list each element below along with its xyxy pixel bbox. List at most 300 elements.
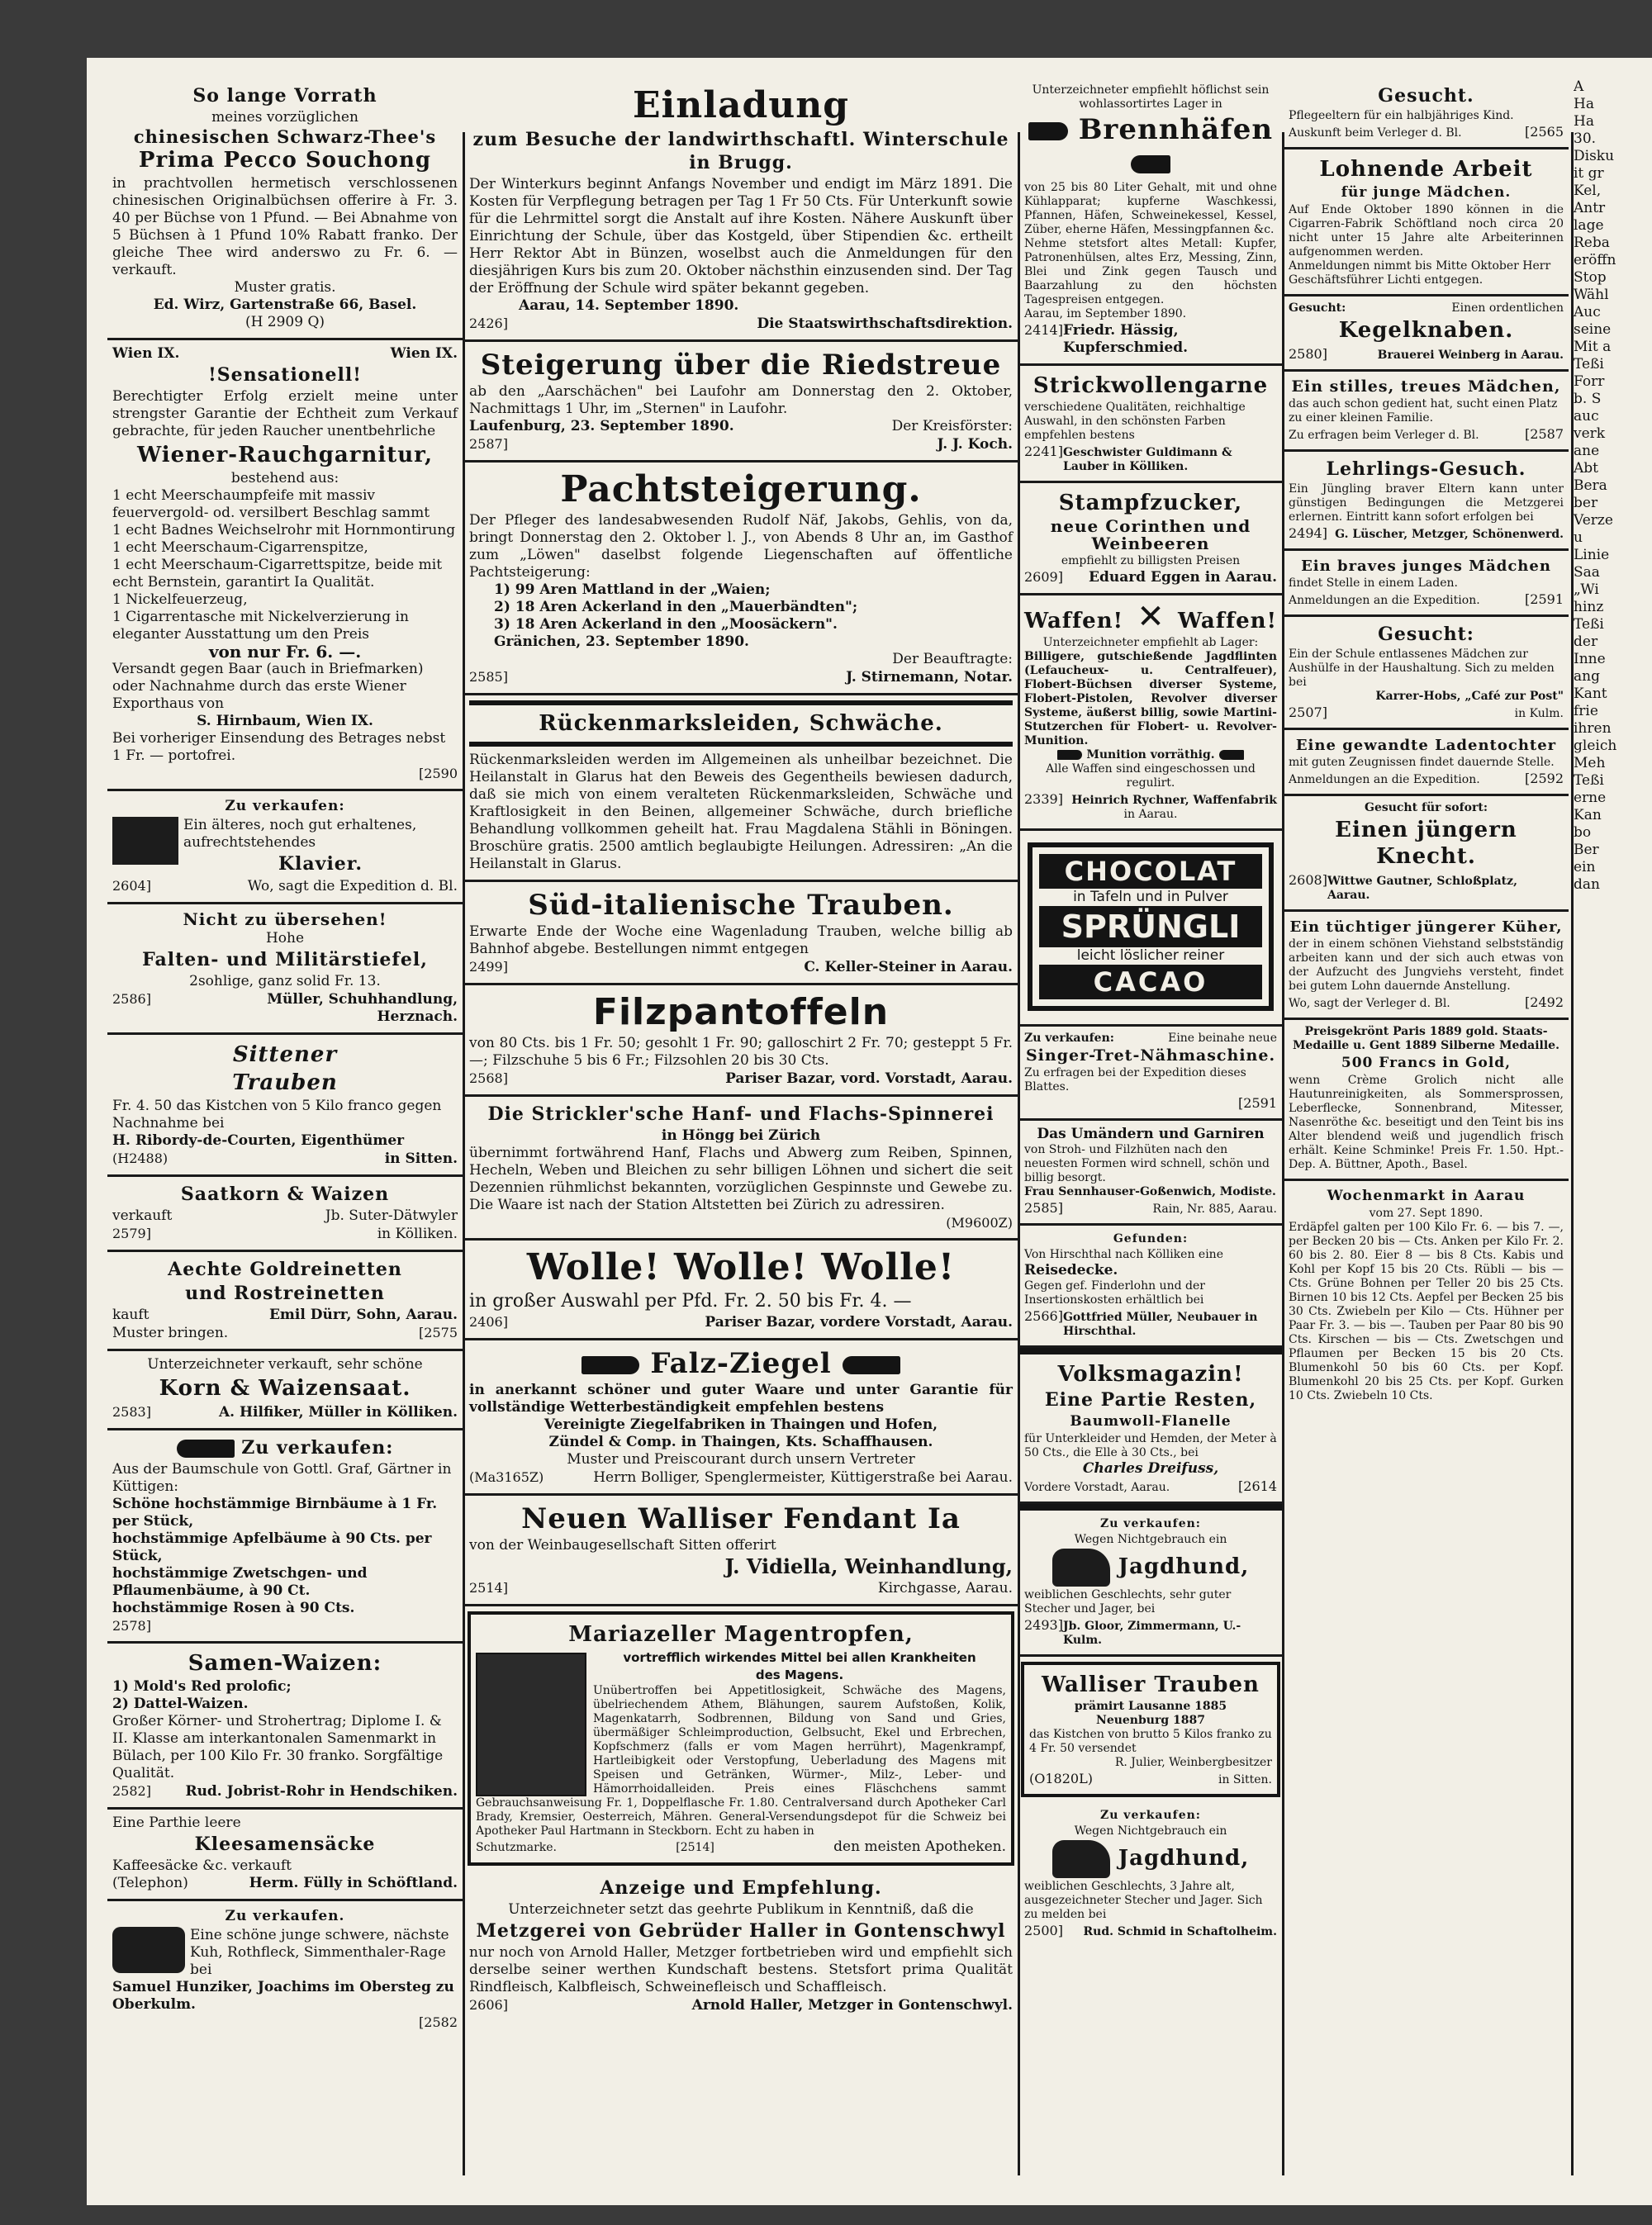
ad-maedchen-body: das auch schon gedient hat, sucht einen Platz zu einer kleinen Familie. <box>1289 397 1558 425</box>
ad-metzgerei-title: Anzeige und Empfehlung. <box>600 1877 882 1899</box>
ad-riedstreue-sign1: Der Kreisförster: <box>891 418 1013 434</box>
ad-arbeit-title: Lohnende Arbeit <box>1319 157 1533 182</box>
ad-pacht-sign2: J. Stirnemann, Notar. <box>846 669 1013 686</box>
cutoff-text-line: frie <box>1574 703 1598 719</box>
ad-kegelknaben <box>1284 297 1569 372</box>
ad-arbeit-body: Auf Ende Oktober 1890 können in die Cigarren-Fabrik Schöftland noch circa 20 nicht unter 15 Jahre alte Arbeiterinnen aufgenommen werden. <box>1289 203 1564 259</box>
ad-wien <box>107 340 463 791</box>
ad-samen-title: Samen-Waizen: <box>188 1651 382 1676</box>
ad-samen-firm: Rud. Jobrist-Rohr in Hendschiken. <box>185 1783 458 1800</box>
cutoff-text-line: Abt <box>1574 460 1598 477</box>
ad-pacht-item: 1) 99 Aren Mattland in der „Waien; <box>494 581 771 598</box>
ad-pacht-num: 2585] <box>469 669 508 685</box>
trademark-image <box>476 1653 586 1796</box>
cutoff-text-line: u <box>1574 529 1583 546</box>
ad-pacht-title: Pachtsteigerung. <box>560 468 922 510</box>
ad-tea-line1: So lange Vorrath <box>192 85 377 107</box>
ad-wien-item: 1 Nickelfeuerzeug, <box>112 591 248 608</box>
ad-falz-agent: Herrn Bolliger, Spenglermeister, Küttigerstraße bei Aarau. <box>593 1469 1013 1486</box>
ad-tea-title: Prima Pecco Souchong <box>138 148 432 173</box>
ad-lehrling-num: 2494] <box>1289 525 1327 541</box>
ad-brenn-line1: Unterzeichneter empfiehlt höflichst sein wohlassortirtes Lager in <box>1032 83 1270 111</box>
cutoff-text-line: Inne <box>1574 651 1606 667</box>
ad-ladentochter <box>1284 730 1569 796</box>
ad-gefunden-head: Gefunden: <box>1113 1232 1189 1245</box>
ad-waffen-body1: Unterzeichneter empfiehlt ab Lager: <box>1042 636 1259 649</box>
ad-wien-price: von nur Fr. 6. —. <box>208 642 362 662</box>
ad-wolle-num: 2406] <box>469 1314 508 1330</box>
ad-samen-body: Großer Körner- und Strohertrag; Diplome I. & II. Klasse am interkantonalen Samenmarkt in Bülach, per 100 Kilo Fr. 30 franko. Sorgfältige Qualität. <box>112 1713 444 1781</box>
ad-creme-l2: 500 Francs in Gold, <box>1341 1055 1512 1071</box>
cutoff-text-line: Teßi <box>1574 356 1604 372</box>
ad-saatkorn-place: in Kölliken. <box>377 1226 458 1242</box>
cutoff-text-line: seine <box>1574 321 1612 338</box>
column-2 <box>464 78 1018 2175</box>
ad-hut-addr: Rain, Nr. 885, Aarau. <box>1152 1203 1277 1216</box>
ad-choco-l1: CHOCOLAT <box>1039 854 1262 889</box>
ad-kegel-body: Einen ordentlichen <box>1451 301 1564 315</box>
ad-wien-title: Wiener-Rauchgarnitur, <box>136 443 434 467</box>
cutoff-text-line: Antr <box>1574 200 1606 216</box>
ad-tea <box>107 78 463 340</box>
ad-kegel-firm: Brauerei Weinberg in Aarau. <box>1377 349 1564 362</box>
ad-stiefel <box>107 904 463 1035</box>
ad-gesucht1-body2: Auskunft beim Verleger d. Bl. <box>1289 126 1462 140</box>
ad-choco-l5: CACAO <box>1039 965 1262 999</box>
ad-einladung-body: Der Winterkurs beginnt Anfangs November und endigt im März 1891. Die Kosten für Verpflegung betragen per Tag 1 Fr 50 Cts. Für Unterkunft sowie für die Lehrmittel sorgt die Anstalt auf ihre Kosten. Nähere Auskunft über Einrichtung der Schule, über das Kostgeld, über Stipendien &c. ertheilt Herr Rektor Abt in Bünzen, woselbst auch die Anmeldungen für den diesjährigen Kurs bis zum 20. Oktober nächsthin einzusenden sind. Der Tag der Eröffnung der Schule wird später bekannt gegeben. <box>469 176 1013 297</box>
pointing-hand-icon <box>177 1440 235 1458</box>
ad-laden-title: Eine gewandte Ladentochter <box>1295 737 1557 754</box>
ad-goldreinetten <box>107 1252 463 1351</box>
ad-sittener <box>107 1035 463 1177</box>
ad-volks-body: für Unterkleider und Hemden, der Meter à 50 Cts., die Elle à 30 Cts., bei <box>1024 1432 1277 1459</box>
ad-volks-sub2: Baumwoll-Flanelle <box>1070 1413 1232 1430</box>
cutoff-text-line: dan <box>1574 876 1600 893</box>
ad-gesucht1-body: Pflegeeltern für ein halbjähriges Kind. <box>1289 109 1514 122</box>
ad-baeume-item: Schöne hochstämmige Birnbäume à 1 Fr. per Stück, <box>112 1496 438 1530</box>
cutoff-text-line: gleich <box>1574 738 1617 754</box>
ad-wolle <box>464 1241 1018 1340</box>
cutoff-text-line: Teßi <box>1574 616 1604 633</box>
cutoff-text-line: Kant <box>1574 686 1607 702</box>
ad-brenn-date: Aarau, im September 1890. <box>1024 307 1187 320</box>
ad-magen-end: den meisten Apotheken. <box>833 1838 1006 1855</box>
ad-naehmaschine <box>1019 1027 1282 1121</box>
ad-volksmagazin <box>1019 1348 1282 1504</box>
ad-wolle-title: Wolle! Wolle! Wolle! <box>526 1246 956 1288</box>
ad-waffen <box>1019 595 1282 831</box>
cutoff-text-line: Auc <box>1574 304 1601 320</box>
ad-naeh-body: Eine beinahe neue <box>1168 1032 1277 1045</box>
ad-walliser-p1: prämirt Lausanne 1885 <box>1074 1700 1227 1713</box>
ad-tea-body: in prachtvollen hermetisch verschlossenen chinesischen Originalbüchsen offerire à Fr. 3. 40 per Büchse von 1 Pfund. — Bei Abnahme von 5 Büchsen à 1 Pfund 10% Rabatt franko. Der gleiche Thee wird anderswo zu Fr. 6. — verkauft. <box>112 175 458 278</box>
ad-wien-num: [2590 <box>419 766 458 781</box>
ad-wien-item: 1 echt Meerschaum-Cigarrettspitze, beide mit echt Bernstein, garantirt Ia Qualität. <box>112 557 443 591</box>
ad-walliser-body: das Kistchen von brutto 5 Kilos franko zu 4 Fr. 50 versendet <box>1029 1728 1272 1755</box>
ad-hund1-title: Jagdhund, <box>1118 1554 1250 1579</box>
ad-maedchen-body2: Zu erfragen beim Verleger d. Bl. <box>1289 429 1479 442</box>
ad-gesucht2-body: Ein der Schule entlassenes Mädchen zur Aushülfe in der Haushaltung. Sich zu melden bei <box>1289 648 1555 689</box>
ad-klavier-body: Ein älteres, noch gut erhaltenes, aufrechtstehendes <box>183 817 417 851</box>
ad-lehrling-title: Lehrlings-Gesuch. <box>1326 458 1526 480</box>
ad-wien-item: 1 echt Badnes Weichselrohr mit Hornmontirung <box>112 522 456 538</box>
cutoff-text-line: Mit a <box>1574 339 1612 355</box>
ad-zucker-num: 2609] <box>1024 569 1063 585</box>
ad-fendant <box>464 1496 1018 1606</box>
ad-gesucht2-place: in Kulm. <box>1514 707 1564 720</box>
ad-stiefel-place: Herznach. <box>377 1008 458 1025</box>
ad-spinnerei-code: (M9600Z) <box>946 1215 1013 1231</box>
ad-kueher-body: der in einem schönen Viehstand selbstständig arbeiten kann und der sich auch etwas von der Aufzucht des Jungviehs versteht, findet bei gutem Lohn dauernde Anstellung. <box>1289 937 1564 993</box>
ad-naeh-title: Singer-Tret-Nähmaschine. <box>1025 1046 1276 1065</box>
cutoff-text-line: Forr <box>1574 373 1605 390</box>
cutoff-text-line: erne <box>1574 790 1607 806</box>
column-1 <box>107 78 463 2175</box>
ad-hund1-head: Zu verkaufen: <box>1100 1517 1201 1530</box>
ad-tea-muster: Muster gratis. <box>234 279 336 296</box>
ad-klavier-num: 2604] <box>112 878 151 894</box>
ad-wien-body2: Versandt gegen Baar (auch in Briefmarken) oder Nachnahme durch das erste Wiener Exporthaus von <box>112 661 424 712</box>
ad-lehrling-body: Ein Jüngling braver Eltern kann unter günstigen Bedingungen die Metzgerei erlernen. Eintritt kann sofort erfolgen bei <box>1289 482 1564 524</box>
ad-chocolat <box>1019 831 1282 1027</box>
ad-volks-addr: Vordere Vorstadt, Aarau. <box>1024 1481 1170 1494</box>
ad-stiefel-title: Falten- und Militärstiefel, <box>142 949 428 970</box>
ad-sittener-code: (H2488) <box>112 1150 169 1166</box>
ad-trauben-firm: C. Keller-Steiner in Aarau. <box>804 959 1013 975</box>
ad-zucker-title: Stampfzucker, <box>1058 491 1243 515</box>
pointing-hand-icon <box>1028 122 1068 140</box>
ad-hut-firm: Frau Sennhauser-Goßenwich, Modiste. <box>1024 1185 1276 1198</box>
ad-stiefel-head: Nicht zu übersehen! <box>183 909 387 929</box>
ad-markt-date: vom 27. Sept 1890. <box>1369 1207 1483 1220</box>
ad-falz-body: in anerkannt schöner und guter Waare und unter Garantie für vollständige Wetterbeständigkeit empfehlen bestens <box>469 1382 1013 1416</box>
column-4 <box>1284 78 1569 2175</box>
ad-pacht-item: 2) 18 Aren Ackerland in den „Mauerbändten"; <box>494 599 858 615</box>
ad-walliser-firm: R. Julier, Weinbergbesitzer <box>1114 1756 1272 1769</box>
ad-gesucht-kind <box>1284 78 1569 149</box>
ad-choco-l2: in Tafeln und in Pulver <box>1073 889 1228 905</box>
pointing-hand-icon <box>1219 750 1244 760</box>
ad-arbeit-body2: Anmeldungen nimmt bis Mitte Oktober Herr Geschäftsführer Lichti entgegen. <box>1289 259 1551 287</box>
ad-volks-firm: Charles Dreifuss, <box>1082 1460 1219 1477</box>
ad-hund1-body2: weiblichen Geschlechts, sehr guter Stecher und Jager, bei <box>1024 1588 1232 1615</box>
cow-icon <box>112 1927 185 1973</box>
ad-hut-body: von Stroh- und Filzhüten nach den neuesten Formen wird schnell, schön und billig besorgt. <box>1024 1143 1270 1184</box>
pointing-hand-icon <box>582 1356 639 1374</box>
ad-hund2-body2: weiblichen Geschlechts, 3 Jahre alt, ausgezeichneter Stecher und Jager. Sich zu melden bei <box>1024 1880 1263 1921</box>
ad-saatkorn-firm: Jb. Suter-Dätwyler <box>325 1207 458 1224</box>
ad-metzgerei-sign: Arnold Haller, Metzger in Gontenschwyl. <box>691 1997 1013 2014</box>
ad-brenn-num: 2414] <box>1024 322 1063 338</box>
cutoff-text-line: ihren <box>1574 720 1612 737</box>
ad-strick-title: Strickwollengarne <box>1032 373 1269 398</box>
ad-korn-firm: A. Hilfiker, Müller in Kölliken. <box>218 1404 458 1421</box>
ad-spinnerei-place: in Höngg bei Zürich <box>661 1127 821 1144</box>
ad-gefunden-firm: Gottfried Müller, Neubauer in Hirschthal. <box>1062 1311 1258 1338</box>
ad-kegel-title: Kegelknaben. <box>1338 318 1514 343</box>
cutoff-text-line: Disku <box>1574 148 1615 164</box>
ad-laden-body2: Anmeldungen an die Expedition. <box>1289 773 1480 786</box>
ad-brenn-firm: Friedr. Hässig, Kupferschmied. <box>1062 322 1189 356</box>
ad-trauben-body: Erwarte Ende der Woche eine Wagenladung Trauben, welche billig ab Bahnhof abgebe. Bestellungen nimmt entgegen <box>469 923 1013 957</box>
ad-hund1-body: Wegen Nichtgebrauch ein <box>1074 1533 1227 1546</box>
ad-kuh-head: Zu verkaufen. <box>225 1908 345 1924</box>
piano-icon <box>112 817 178 865</box>
ad-zucker-sub: neue Corinthen und Weinbeeren <box>1050 516 1251 553</box>
ad-korn-num: 2583] <box>112 1404 151 1420</box>
dog-icon <box>1052 1549 1110 1587</box>
ad-gesucht2-head: Gesucht: <box>1378 624 1474 645</box>
ad-gefunden <box>1019 1226 1282 1348</box>
cutoff-text-line: Meh <box>1574 755 1606 771</box>
ad-lehrling-firm: G. Lüscher, Metzger, Schönenwerd. <box>1335 528 1564 541</box>
ad-hund2-title: Jagdhund, <box>1118 1846 1250 1871</box>
cutoff-text-line: b. S <box>1574 391 1602 407</box>
ad-trauben-num: 2499] <box>469 959 508 975</box>
ad-gefunden-title: Reisedecke. <box>1024 1262 1118 1279</box>
ad-waffen-body3: Alle Waffen sind eingeschossen und regulirt. <box>1046 762 1256 790</box>
ad-wolle-body: in großer Auswahl per Pfd. Fr. 2. 50 bis Fr. 4. — <box>469 1291 912 1312</box>
ad-tea-line3: chinesischen Schwarz-Thee's <box>133 126 437 147</box>
ad-walliser-p2: Neuenburg 1887 <box>1096 1714 1205 1727</box>
ad-einladung-date: Aarau, 14. September 1890. <box>519 297 739 314</box>
ad-fendant-num: 2514] <box>469 1580 508 1596</box>
cutoff-text-line: Verze <box>1574 512 1613 529</box>
ad-tea-sender: Ed. Wirz, Gartenstraße 66, Basel. <box>153 297 417 313</box>
ad-goldrein-t1: Aechte Goldreinetten <box>168 1259 402 1280</box>
ad-baeume-item: hochstämmige Rosen à 90 Cts. <box>112 1600 355 1616</box>
ad-hund1-firm: Jb. Gloor, Zimmermann, U.-Kulm. <box>1062 1620 1241 1647</box>
ad-choco-l3: SPRÜNGLI <box>1039 906 1262 947</box>
ad-baeume-head: Zu verkaufen: <box>241 1437 394 1459</box>
ad-samen-num: 2582] <box>112 1783 151 1799</box>
ad-walliser-place: in Sitten. <box>1218 1773 1272 1786</box>
ad-korn-title: Korn & Waizensaat. <box>159 1376 411 1401</box>
ad-volks-sub: Eine Partie Resten, <box>1044 1389 1257 1411</box>
ad-magen-sub2: des Magens. <box>755 1668 844 1682</box>
ad-fendant-title: Neuen Walliser Fendant Ia <box>521 1502 961 1535</box>
ad-markt-body: Erdäpfel galten per 100 Kilo Fr. 6. — bis 7. —, per Becken 20 bis — Cts. Anken per Kilo Fr. 2. 60 bis 2. 80. Eier 8 — bis 8 Cts. Kabis und Kohl per Kopf 15 bis 20 Cts. Rübli — bis — Cts. Grüne Bohnen per Teller 20 bis 25 Cts. Birnen 10 bis 12 Cts. Aepfel per Becken 25 bis 30 Cts. Zwiebeln per Kilo — Cts. Hühner per Paar Fr. 3. — bis —. Tauben per Paar 80 bis 90 Cts. Kirschen — bis — Cts. Zwetschgen und Pflaumen per Becken 15 bis 20 Cts. Blumenkohl 50 bis 60 Cts. per Kopf. Blumenkohl 20 bis 25 Cts. per Kopf. Gurken 10 Cts. Zwiebeln 10 Cts. <box>1289 1221 1564 1402</box>
ad-einladung <box>464 78 1018 342</box>
ad-magen-sub1: vortrefflich wirkendes Mittel bei allen Krankheiten <box>623 1650 976 1665</box>
ad-goldrein-t2: und Rostreinetten <box>185 1283 385 1304</box>
dog-icon <box>1052 1840 1110 1878</box>
ad-volks-num: [2614 <box>1238 1478 1277 1494</box>
ad-riedstreue-title: Steigerung über die Riedstreue <box>480 349 1002 382</box>
ad-einladung-sign: Die Staatswirthschaftsdirektion. <box>757 315 1013 332</box>
cutoff-text-line: Reba <box>1574 235 1610 251</box>
ad-wien-firm: S. Hirnbaum, Wien IX. <box>197 713 373 729</box>
ad-korn <box>107 1351 463 1430</box>
ad-braves-body2: Anmeldungen an die Expedition. <box>1289 594 1480 607</box>
ad-metzgerei <box>464 1871 1018 2021</box>
ad-gesucht1-num: [2565 <box>1525 124 1564 140</box>
cutoff-text-line: A <box>1574 78 1584 95</box>
ad-hund1-num: 2493] <box>1024 1617 1063 1633</box>
ad-lehrlings-gesuch <box>1284 452 1569 551</box>
ad-knecht <box>1284 796 1569 912</box>
ad-wien-left: Wien IX. <box>112 345 180 362</box>
crossed-rifles-icon: ✕ <box>1137 598 1165 636</box>
ad-falz-firm2: Zündel & Comp. in Thaingen, Kts. Schaffhausen. <box>548 1434 933 1450</box>
ad-brenn-body: von 25 bis 80 Liter Gehalt, mit und ohne Kühlapparat; kupferne Waschkessi, Pfannen, Häfen, Schweinekessel, Kessel, Züber, eherne Häfen, Messingpfannen &c. <box>1024 181 1277 236</box>
ad-jagdhund-2 <box>1019 1802 1282 1946</box>
ad-knecht-head: Gesucht für sofort: <box>1364 801 1488 814</box>
ad-einladung-title: Einladung <box>633 84 849 126</box>
ad-kueher <box>1284 912 1569 1020</box>
ad-saatkorn-verkauft: verkauft <box>112 1207 173 1224</box>
chocolat-box <box>1028 842 1274 1011</box>
ad-waffen-munition: Munition vorräthig. <box>1086 748 1215 761</box>
ad-braves-body: findet Stelle in einem Laden. <box>1289 576 1458 590</box>
ad-einladung-num: 2426] <box>469 315 508 331</box>
ad-filz-body: von 80 Cts. bis 1 Fr. 50; gesohlt 1 Fr. 90; galloschirt 2 Fr. 70; gesteppt 5 Fr.—; Filzschuhe 5 bis 6 Fr.; Filzsohlen 20 bis 30 Cts. <box>469 1035 1013 1069</box>
ad-braves-num: [2591 <box>1525 591 1564 607</box>
cutoff-text-line: der <box>1574 633 1598 650</box>
ad-pacht <box>464 463 1018 695</box>
ad-sittener-firm: H. Ribordy-de-Courten, Eigenthümer <box>112 1132 405 1149</box>
ad-ruecken-title: Rückenmarksleiden, Schwäche. <box>539 711 943 736</box>
ad-rueckenmark <box>464 695 1018 882</box>
cutoff-text-line: ane <box>1574 443 1600 459</box>
ad-volks-title: Volksmagazin! <box>1057 1362 1244 1387</box>
ad-naeh-head: Zu verkaufen: <box>1024 1032 1114 1045</box>
ad-stiefel-body: 2sohlige, ganz solid Fr. 13. <box>189 973 381 989</box>
ad-lohnende-arbeit <box>1284 149 1569 297</box>
ad-falzziegel <box>464 1340 1018 1496</box>
ad-gefunden-body: Von Hirschthal nach Kölliken eine <box>1024 1248 1223 1261</box>
ad-ruecken-body: Rückenmarksleiden werden im Allgemeinen als unheilbar bezeichnet. Die Heilanstalt in Glarus hat den Beweis des Gegentheils bewiesen dadurch, daß sie mich von einem veralteten Rückenmarksleiden, Schwäche und Kraftlosigkeit in den Beinen, allgemeiner Schwäche, durch briefliche Behandlung vollkommen geheilt hat. Frau Magdalena Stähli in Böningen. Broschüre gratis. 2500 amtlich beglaubigte Heilungen. Adressiren: „An die Heilanstalt in Glarus. <box>469 752 1013 872</box>
ad-stampfzucker <box>1019 483 1282 595</box>
ad-hund2-num: 2500] <box>1024 1923 1063 1938</box>
ad-walliser-code: (O1820L) <box>1029 1771 1093 1786</box>
ad-stilles-maedchen <box>1284 372 1569 452</box>
ad-waffen-left: Waffen! <box>1024 609 1124 633</box>
ad-waffen-num: 2339] <box>1024 791 1063 807</box>
ad-klavier-head: Zu verkaufen: <box>225 798 345 814</box>
ad-maedchen-num: [2587 <box>1525 426 1564 442</box>
ad-creme-body: wenn Crème Grolich nicht alle Hautunreinigkeiten, als Sommersprossen, Leberflecke, Sonnenbrand, Mitesser, Nasenröthe &c. beseitigt und den Teint bis ins Alter blendend weiß und jugendlich frisch erhält. Keine Schminke! Preis Fr. 1.50. Hpt.-Dep. A. Büttner, Apoth., Basel. <box>1289 1074 1564 1171</box>
cutoff-text-line: ang <box>1574 668 1600 685</box>
cutoff-text-line: Ha <box>1574 96 1594 112</box>
ad-pacht-date: Gränichen, 23. September 1890. <box>494 633 749 650</box>
ad-magen-num: [2514] <box>676 1841 714 1854</box>
column-5-cutoff <box>1574 78 1652 2175</box>
ad-filz-title: Filzpantoffeln <box>592 991 890 1033</box>
ad-wolle-firm: Pariser Bazar, vordere Vorstadt, Aarau. <box>705 1314 1013 1331</box>
ad-saatkorn-num: 2579] <box>112 1226 151 1241</box>
ad-creme-l1: Preisgekrönt Paris 1889 gold. Staats-Medaille u. Gent 1889 Silberne Medaille. <box>1293 1025 1559 1052</box>
ad-kueher-body2: Wo, sagt der Verleger d. Bl. <box>1289 997 1450 1010</box>
ad-riedstreue-sign2: J. J. Koch. <box>937 436 1013 453</box>
ad-wien-right: Wien IX. <box>390 345 458 362</box>
ad-maedchen-title: Ein stilles, treues Mädchen, <box>1291 377 1561 396</box>
ad-metzgerei-name: Metzgerei von Gebrüder Haller in Gontenschwyl <box>476 1920 1006 1942</box>
cutoff-text-line: ber <box>1574 495 1598 511</box>
ad-kuh-firm: Samuel Hunziker, Joachims im Obersteg zu Oberkulm. <box>112 1979 454 2013</box>
ad-waffen-body2: Billigere, gutschießende Jagdflinten (Lefaucheux- u. Centralfeuer), Flobert-Büchsen diverser Systeme, Flobert-Pistolen, Revolver diverser Systeme, äußerst billig, sowie Martini-Stutzerchen für Flobert- u. Revolver-Munition. <box>1024 650 1277 747</box>
ad-wien-item: 1 echt Meerschaum-Cigarrenspitze, <box>112 539 368 556</box>
cutoff-text-line: it gr <box>1574 165 1604 182</box>
ad-klee-line: Eine Parthie leere <box>112 1815 241 1831</box>
cutoff-text-line: Kan <box>1574 807 1602 823</box>
pointing-hand-icon <box>843 1356 900 1374</box>
ad-filz-num: 2568] <box>469 1070 508 1086</box>
ad-sittener-t2: Trauben <box>232 1070 338 1095</box>
ad-trauben-title: Süd-italienische Trauben. <box>528 889 954 922</box>
ad-falz-firm1: Vereinigte Ziegelfabriken in Thaingen und Hofen, <box>544 1416 938 1433</box>
ad-wochenmarkt <box>1284 1181 1569 1410</box>
ad-magen-body: Unübertroffen bei Appetitlosigkeit, Schwäche des Magens, übelriechendem Athem, Blähungen, saurem Aufstoßen, Kolik, Magenkatarrh, Sodbrennen, Bildung von Sand und Gries, übermäßiger Schleimproduction, Gelbsucht, Ekel und Erbrechen, Kopfschmerz (falls er vom Magen herrührt), Magenkrampf, Hartleibigkeit oder Verstopfung, Ueberladung des Magens mit Speisen und Getränken, Würmer-, Milz-, Leber- und Hämorrhoidalleiden. Preis eines Fläschchens sammt Gebrauchsanweisung Fr. 1, Doppelflasche Fr. 1.80. Centralversand durch Apotheker Carl Brady, Kremsier, Oesterreich, Mähren. General-Versendungsdepot für die Schweiz bei Apotheker Paul Hartmann in Steckborn. Echt zu haben in <box>476 1684 1006 1838</box>
ad-baeume <box>107 1430 463 1644</box>
ad-pacht-body: Der Pfleger des landesabwesenden Rudolf Näf, Jakobs, Gehlis, von da, bringt Donnerstag den 2. Oktober l. J., von Abends 8 Uhr an, im Gasthof zum „Löwen" daselbst folgende Liegenschaften auf öffentliche Pachtsteigerung: <box>469 512 1013 581</box>
cutoff-text-line: lage <box>1574 217 1604 234</box>
ad-saatkorn <box>107 1177 463 1252</box>
ad-braves-title: Ein braves junges Mädchen <box>1301 557 1551 575</box>
ad-samen-item2: 2) Dattel-Waizen. <box>112 1696 249 1712</box>
cutoff-text-line: bo <box>1574 824 1592 841</box>
ad-gesucht-maedchen <box>1284 617 1569 730</box>
ad-tea-code: (H 2909 Q) <box>244 314 325 330</box>
ad-waffen-right: Waffen! <box>1177 609 1277 633</box>
ad-wien-sensation: !Sensationell! <box>208 364 362 386</box>
ad-saatkorn-title: Saatkorn & Waizen <box>180 1184 390 1205</box>
ad-filz-firm: Pariser Bazar, vord. Vorstadt, Aarau. <box>725 1070 1013 1087</box>
ad-falz-code: (Ma3165Z) <box>469 1469 544 1485</box>
ad-stiefel-hohe: Hohe <box>265 930 305 946</box>
cutoff-text-line: Teßi <box>1574 772 1604 789</box>
ad-laden-body: mit guten Zeugnissen findet dauernde Stelle. <box>1289 756 1555 769</box>
ad-arbeit-sub: für junge Mädchen. <box>1341 184 1512 201</box>
ad-riedstreue-date: Laufenburg, 23. September 1890. <box>469 418 734 434</box>
ad-wien-item: 1 Cigarrentasche mit Nickelverzierung in eleganter Ausstattung um den Preis <box>112 609 409 643</box>
ad-waffen-firm: Heinrich Rychner, Waffenfabrik <box>1071 794 1277 807</box>
ad-naeh-body2: Zu erfragen bei der Expedition dieses Blattes. <box>1024 1066 1246 1094</box>
ad-klavier-title: Klavier. <box>278 853 363 875</box>
ad-riedstreue-num: 2587] <box>469 436 508 452</box>
ad-hut-title: Das Umändern und Garniren <box>1037 1126 1265 1142</box>
ad-kueher-title: Ein tüchtiger jüngerer Küher, <box>1289 918 1563 936</box>
ad-wien-item: 1 echt Meerschaumpfeife mit massiv feuervergold- od. versilbert Beschlag sammt <box>112 487 430 521</box>
ad-baeume-body: Aus der Baumschule von Gottl. Graf, Gärtner in Küttigen: <box>112 1461 452 1495</box>
cutoff-text-line: 30. <box>1574 130 1597 147</box>
cutoff-text-line: eröffn <box>1574 252 1616 268</box>
cutoff-text-line: Saa <box>1574 564 1600 581</box>
ad-klee-tel: (Telephon) <box>112 1875 188 1891</box>
cutoff-text-line: Linie <box>1574 547 1610 563</box>
ad-klee-firm: Herm. Fülly in Schöftland. <box>249 1875 458 1891</box>
ad-klee-title: Kleesamensäcke <box>194 1834 376 1855</box>
ad-sittener-t1: Sittener <box>232 1042 338 1067</box>
ad-knecht-firm: Wittwe Gautner, Schloßplatz, Aarau. <box>1327 875 1517 902</box>
ad-metzgerei-body1: Unterzeichneter setzt das geehrte Publikum in Kenntniß, daß die <box>508 1901 974 1918</box>
ad-fendant-addr: Kirchgasse, Aarau. <box>877 1580 1013 1596</box>
ad-creme-grolich <box>1284 1020 1569 1181</box>
ad-stiefel-num: 2586] <box>112 991 151 1007</box>
ad-wien-body3: Bei vorheriger Einsendung des Betrages nebst 1 Fr. — portofrei. <box>112 730 446 764</box>
ad-kuh-num: [2582 <box>419 2014 458 2030</box>
ad-trauben-sued <box>464 882 1018 985</box>
cutoff-text-line: verk <box>1574 425 1606 442</box>
ad-goldrein-num: [2575 <box>419 1325 458 1340</box>
cutoff-text-line: auc <box>1574 408 1599 425</box>
ad-baeume-num: 2578] <box>112 1618 151 1634</box>
ad-sittener-place: in Sitten. <box>384 1150 458 1167</box>
ad-hund2-head: Zu verkaufen: <box>1100 1809 1201 1822</box>
ad-strick-firm: Geschwister Guldimann & Lauber in Kölliken. <box>1062 446 1232 473</box>
ad-sittener-body: Fr. 4. 50 das Kistchen von 5 Kilo franco gegen Nachnahme bei <box>112 1098 442 1131</box>
ad-samen <box>107 1644 463 1810</box>
